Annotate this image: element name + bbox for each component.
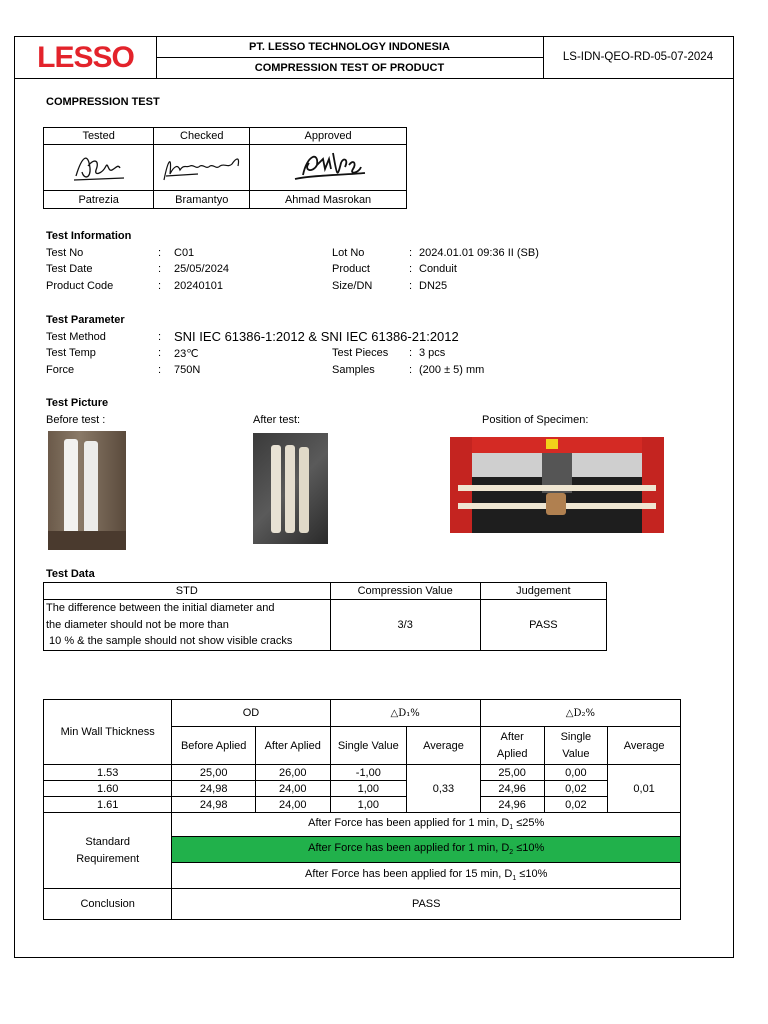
- test-pieces-value: 3 pcs: [419, 347, 446, 359]
- sig-header-checked: Checked: [154, 128, 250, 145]
- after-test-label: After test:: [253, 414, 301, 426]
- sig-header-approved: Approved: [250, 128, 407, 145]
- table-row: [44, 797, 681, 813]
- req3-text: After Force has been applied for 15 min, D: [305, 868, 513, 881]
- test-param-title: Test Parameter: [46, 314, 125, 326]
- before-cell: 24,98: [172, 797, 256, 813]
- force-value: 750N: [174, 364, 201, 376]
- signature-tested: [44, 145, 154, 191]
- sig-name-approved: Ahmad Masrokan: [250, 191, 407, 209]
- sig-name-tested: Patrezia: [44, 191, 154, 209]
- single-word: Single: [560, 730, 592, 743]
- signature-approved: [250, 145, 407, 191]
- test-data-title: Test Data: [46, 568, 95, 580]
- requirement-2: [172, 837, 681, 863]
- results-table: [43, 699, 681, 920]
- single-value2-header: [544, 727, 608, 765]
- std-line: 10 % & the sample should not show visible cracks: [46, 635, 293, 647]
- test-pieces-label: Test Pieces: [332, 347, 389, 359]
- wall-cell: 1.60: [44, 781, 172, 797]
- test-no-value: C01: [174, 247, 195, 259]
- value-word: Value: [562, 747, 590, 760]
- requirement-3: [172, 863, 681, 889]
- document-title: COMPRESSION TEST OF PRODUCT: [254, 62, 445, 74]
- colon: :: [409, 280, 413, 292]
- after-applied-header: After Aplied: [255, 727, 330, 765]
- test-temp-value: 23℃: [174, 348, 199, 360]
- test-data-table: [43, 582, 607, 651]
- test-date-label: Test Date: [46, 263, 93, 275]
- product-code-value: 20240101: [174, 280, 223, 292]
- before-cell: 25,00: [172, 765, 256, 781]
- company-logo: LESSO: [15, 37, 157, 78]
- colon: :: [158, 247, 162, 259]
- average2-header: Average: [608, 727, 681, 765]
- average-header: Average: [407, 727, 481, 765]
- sig-header-tested: Tested: [44, 128, 154, 145]
- std-line: the diameter should not be more than: [46, 618, 229, 631]
- after-cell: 24,00: [255, 797, 330, 813]
- product-code-label: Product Code: [46, 280, 114, 292]
- position-label: Position of Specimen:: [482, 414, 589, 426]
- product-value: Conduit: [419, 263, 457, 275]
- req1-limit: ≤25%: [513, 817, 545, 830]
- d1-header: △D₁%: [330, 700, 480, 727]
- section-title: COMPRESSION TEST: [46, 96, 160, 108]
- single-value-cell: 1,00: [330, 797, 407, 813]
- colon: :: [158, 263, 162, 275]
- average2-cell: 0,01: [608, 765, 681, 813]
- colon: :: [409, 247, 413, 259]
- test-info-title: Test Information: [46, 230, 132, 242]
- judgement-header: Judgement: [480, 583, 606, 600]
- after-applied2-header: [480, 727, 544, 765]
- colon: :: [158, 347, 162, 359]
- req3-sub: 1: [512, 875, 517, 883]
- req2-limit: ≤10%: [513, 842, 545, 855]
- std-line: The difference between the initial diameter and: [46, 602, 275, 614]
- test-picture-title: Test Picture: [46, 397, 109, 409]
- req1-sub: 1: [509, 824, 514, 832]
- min-wall-header: Min Wall Thickness: [44, 700, 172, 765]
- test-method-label: Test Method: [46, 331, 106, 343]
- after2-cell: 25,00: [480, 765, 544, 781]
- before-applied-header: Before Aplied: [172, 727, 256, 765]
- wall-cell: 1.61: [44, 797, 172, 813]
- colon: :: [158, 364, 162, 376]
- lot-no-value: 2024.01.01 09:36 II (SB): [419, 247, 539, 259]
- std-header: STD: [44, 583, 331, 600]
- lot-no-label: Lot No: [332, 247, 365, 259]
- colon: :: [158, 280, 162, 292]
- after-test-photo: [253, 433, 328, 544]
- standard-requirement-label: [44, 813, 172, 889]
- test-temp-label: Test Temp: [46, 347, 96, 359]
- force-label: Force: [46, 364, 75, 376]
- conclusion-label: Conclusion: [44, 889, 172, 920]
- document-code: LS-IDN-QEO-RD-05-07-2024: [562, 51, 714, 63]
- judgement-value: PASS: [480, 600, 606, 651]
- sig-name-checked: Bramantyo: [154, 191, 250, 209]
- after2-cell: 24,96: [480, 797, 544, 813]
- colon: :: [409, 347, 413, 359]
- single-value-cell: 1,00: [330, 781, 407, 797]
- before-test-photo: [48, 431, 126, 550]
- single-value-cell: -1,00: [330, 765, 407, 781]
- std-text: [44, 600, 331, 651]
- req3-limit: ≤10%: [516, 868, 548, 881]
- header-titles: [156, 37, 544, 78]
- wall-cell: 1.53: [44, 765, 172, 781]
- after2-cell: 24,96: [480, 781, 544, 797]
- product-label: Product: [332, 263, 370, 275]
- signature-checked: [154, 145, 250, 191]
- samples-value: (200 ± 5) mm: [419, 364, 485, 376]
- single-value-header: Single Value: [330, 727, 407, 765]
- colon: :: [158, 331, 162, 343]
- size-label: Size/DN: [332, 280, 373, 292]
- report-header: [15, 37, 733, 79]
- conclusion-value: PASS: [172, 889, 681, 920]
- aplied-word: Aplied: [496, 747, 528, 760]
- standard-word: Standard: [85, 835, 131, 848]
- test-no-label: Test No: [46, 247, 84, 259]
- single-value2-cell: 0,02: [544, 781, 608, 797]
- d2-header: △D₂%: [480, 700, 680, 727]
- requirement-word: Requirement: [76, 852, 140, 865]
- od-header: OD: [172, 700, 330, 727]
- size-value: DN25: [419, 280, 448, 292]
- after-cell: 26,00: [255, 765, 330, 781]
- req2-sub: 2: [509, 849, 514, 857]
- single-value2-cell: 0,00: [544, 765, 608, 781]
- requirement-1: [172, 813, 681, 837]
- signature-table: [43, 127, 407, 209]
- before-cell: 24,98: [172, 781, 256, 797]
- compression-value: 3/3: [330, 600, 480, 651]
- specimen-position-photo: [450, 437, 664, 533]
- compression-header: Compression Value: [330, 583, 480, 600]
- req1-text: After Force has been applied for 1 min, D: [308, 817, 510, 830]
- after-cell: 24,00: [255, 781, 330, 797]
- single-value2-cell: 0,02: [544, 797, 608, 813]
- d1-label: D₁%: [398, 707, 420, 719]
- table-row: [44, 781, 681, 797]
- after-word: After: [500, 730, 524, 743]
- test-date-value: 25/05/2024: [174, 263, 230, 275]
- d2-label: D₂%: [573, 707, 596, 719]
- samples-label: Samples: [332, 364, 375, 376]
- average1-cell: 0,33: [407, 765, 481, 813]
- colon: :: [409, 263, 413, 275]
- table-row: [44, 765, 681, 781]
- before-test-label: Before test :: [46, 414, 106, 426]
- test-method-value: SNI IEC 61386-1:2012 & SNI IEC 61386-21:2012: [174, 329, 459, 344]
- company-name: PT. LESSO TECHNOLOGY INDONESIA: [156, 37, 543, 58]
- req2-text: After Force has been applied for 1 min, D: [308, 842, 510, 855]
- colon: :: [409, 364, 413, 376]
